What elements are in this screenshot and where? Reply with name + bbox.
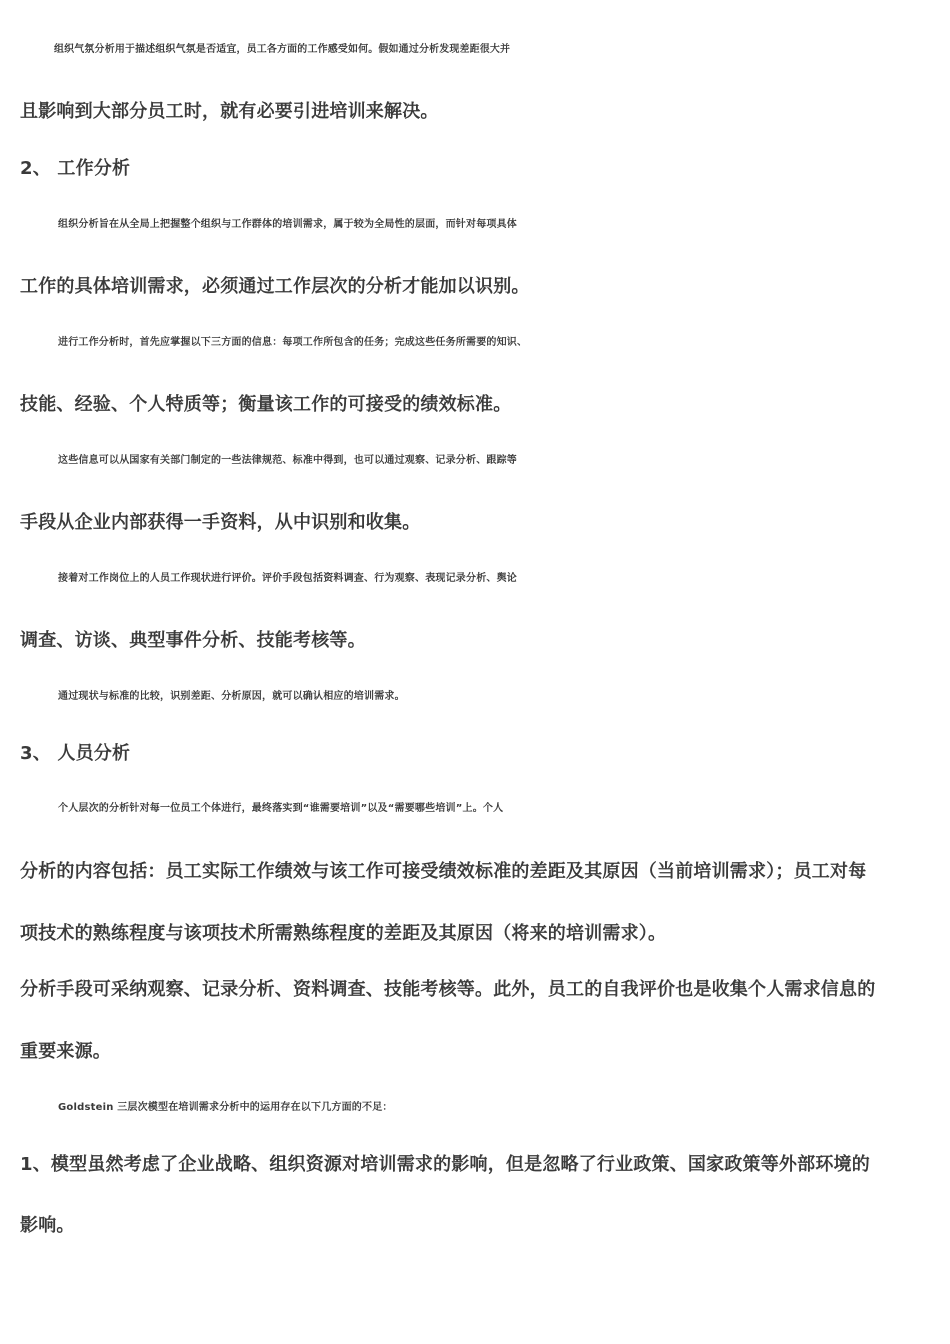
- section-heading: 3、 人员分析: [20, 743, 131, 764]
- paragraph-line: 接着对工作岗位上的人员工作现状进行评价。评价手段包括资料调查、行为观察、表现记录分析、舆论: [58, 573, 517, 584]
- paragraph-line: 项技术的熟练程度与该项技术所需熟练程度的差距及其原因（将来的培训需求）。: [20, 923, 667, 944]
- paragraph-line: 个人层次的分析针对每一位员工个体进行，最终落实到“谁需要培训”以及“需要哪些培训”上。个人: [58, 803, 504, 814]
- paragraph-line: 进行工作分析时，首先应掌握以下三方面的信息：每项工作所包含的任务；完成这些任务所需要的知识、: [58, 337, 528, 348]
- paragraph-line: 分析手段可采纳观察、记录分析、资料调查、技能考核等。此外，员工的自我评价也是收集个人需求信息的: [20, 979, 876, 1000]
- paragraph-line: 组织分析旨在从全局上把握整个组织与工作群体的培训需求，属于较为全局性的层面，而针对每项具体: [58, 219, 517, 230]
- paragraph-line: 调查、访谈、典型事件分析、技能考核等。: [20, 630, 366, 651]
- paragraph-line: 且影响到大部分员工时，就有必要引进培训来解决。: [20, 101, 439, 122]
- paragraph-line: 通过现状与标准的比较，识别差距、分析原因，就可以确认相应的培训需求。: [58, 691, 405, 702]
- paragraph-line: 影响。: [20, 1215, 75, 1236]
- paragraph-line: 分析的内容包括：员工实际工作绩效与该工作可接受绩效标准的差距及其原因（当前培训需求）；员工对每: [20, 861, 867, 882]
- paragraph-line: 手段从企业内部获得一手资料，从中识别和收集。: [20, 512, 421, 533]
- paragraph-line: 1、模型虽然考虑了企业战略、组织资源对培训需求的影响，但是忽略了行业政策、国家政策等外部环境的: [20, 1154, 870, 1175]
- paragraph-line: 重要来源。: [20, 1041, 111, 1062]
- paragraph-line: 工作的具体培训需求，必须通过工作层次的分析才能加以识别。: [20, 276, 530, 297]
- paragraph-line: 这些信息可以从国家有关部门制定的一些法律规范、标准中得到，也可以通过观察、记录分析、跟踪等: [58, 455, 517, 466]
- section-heading: 2、 工作分析: [20, 158, 131, 179]
- paragraph-line: 技能、经验、个人特质等；衡量该工作的可接受的绩效标准。: [20, 394, 512, 415]
- paragraph-line: Goldstein 三层次模型在培训需求分析中的运用存在以下几方面的不足：: [58, 1102, 393, 1113]
- paragraph-line: 组织气氛分析用于描述组织气氛是否适宜，员工各方面的工作感受如何。假如通过分析发现差距很大并: [54, 44, 511, 55]
